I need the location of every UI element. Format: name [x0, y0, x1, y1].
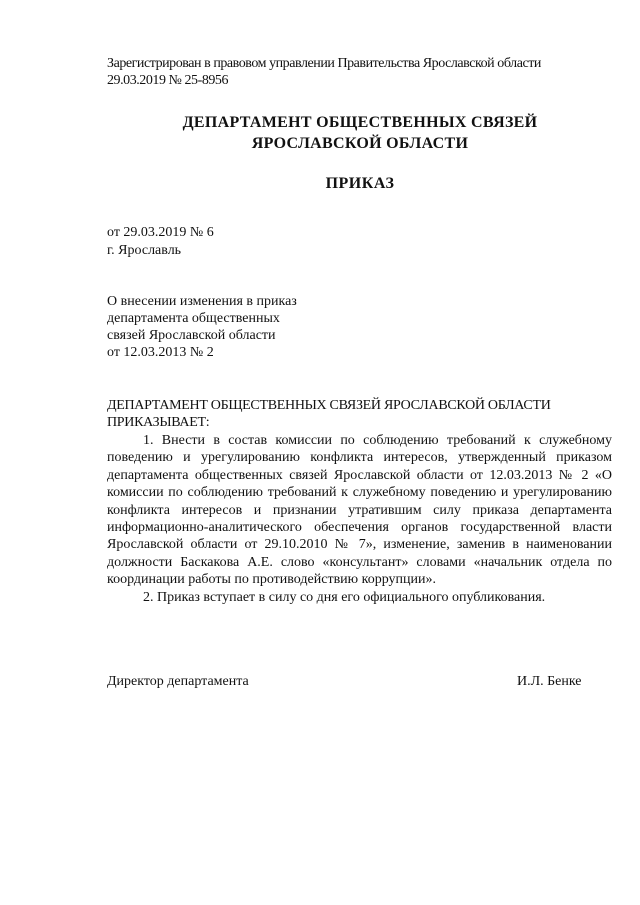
- order-item-1: 1. Внести в состав комиссии по соблюдению требований к служебному поведению и урегулированию конфликта интересов, утвержденный приказом департамента общественных связей Ярославской области от 12.03.2013 № 2 «О комиссии по соблюдению требований к служебному поведению и урегулированию конфликта интересов и признании утратившим силу приказа департамента информационно-аналитического обеспечения органов государственной власти Ярославской области от 29.10.2010 № 7», изменение, заменив в наименовании должности Баскакова А.Е. слово «консультант» словами «начальник отдела по координации работы по противодействию коррупции».: [107, 433, 612, 588]
- order-item-2: 2. Приказ вступает в силу со дня его официального опубликования.: [143, 589, 546, 605]
- document-meta: [107, 224, 214, 260]
- subject-line-2: департамента общественных: [107, 311, 280, 326]
- signatory-title: Директор департамента: [107, 674, 249, 689]
- preamble-line-1: ДЕПАРТАМЕНТ ОБЩЕСТВЕННЫХ СВЯЗЕЙ ЯРОСЛАВСКОЙ ОБЛАСТИ: [107, 398, 551, 413]
- order-preamble: [107, 397, 612, 431]
- preamble-line-2: ПРИКАЗЫВАЕТ:: [107, 415, 210, 430]
- document-city: г. Ярославль: [107, 243, 182, 258]
- registration-note: [107, 55, 612, 89]
- registration-line-1: Зарегистрирован в правовом управлении Правительства Ярославской области: [107, 56, 541, 71]
- organization-name-line-2: ЯРОСЛАВСКОЙ ОБЛАСТИ: [251, 135, 469, 152]
- registration-line-2: 29.03.2019 № 25-8956: [107, 73, 229, 88]
- document-type-title: ПРИКАЗ: [325, 175, 395, 192]
- subject-line-4: от 12.03.2013 № 2: [107, 345, 214, 360]
- document-subject: [107, 293, 297, 361]
- organization-header: [60, 112, 640, 154]
- subject-line-3: связей Ярославской области: [107, 328, 276, 343]
- signatory-name: И.Л. Бенке: [517, 674, 582, 689]
- order-body: [107, 432, 612, 606]
- organization-name-line-1: ДЕПАРТАМЕНТ ОБЩЕСТВЕННЫХ СВЯЗЕЙ: [182, 114, 538, 131]
- subject-line-1: О внесении изменения в приказ: [107, 294, 297, 309]
- document-date-number: от 29.03.2019 № 6: [107, 225, 214, 240]
